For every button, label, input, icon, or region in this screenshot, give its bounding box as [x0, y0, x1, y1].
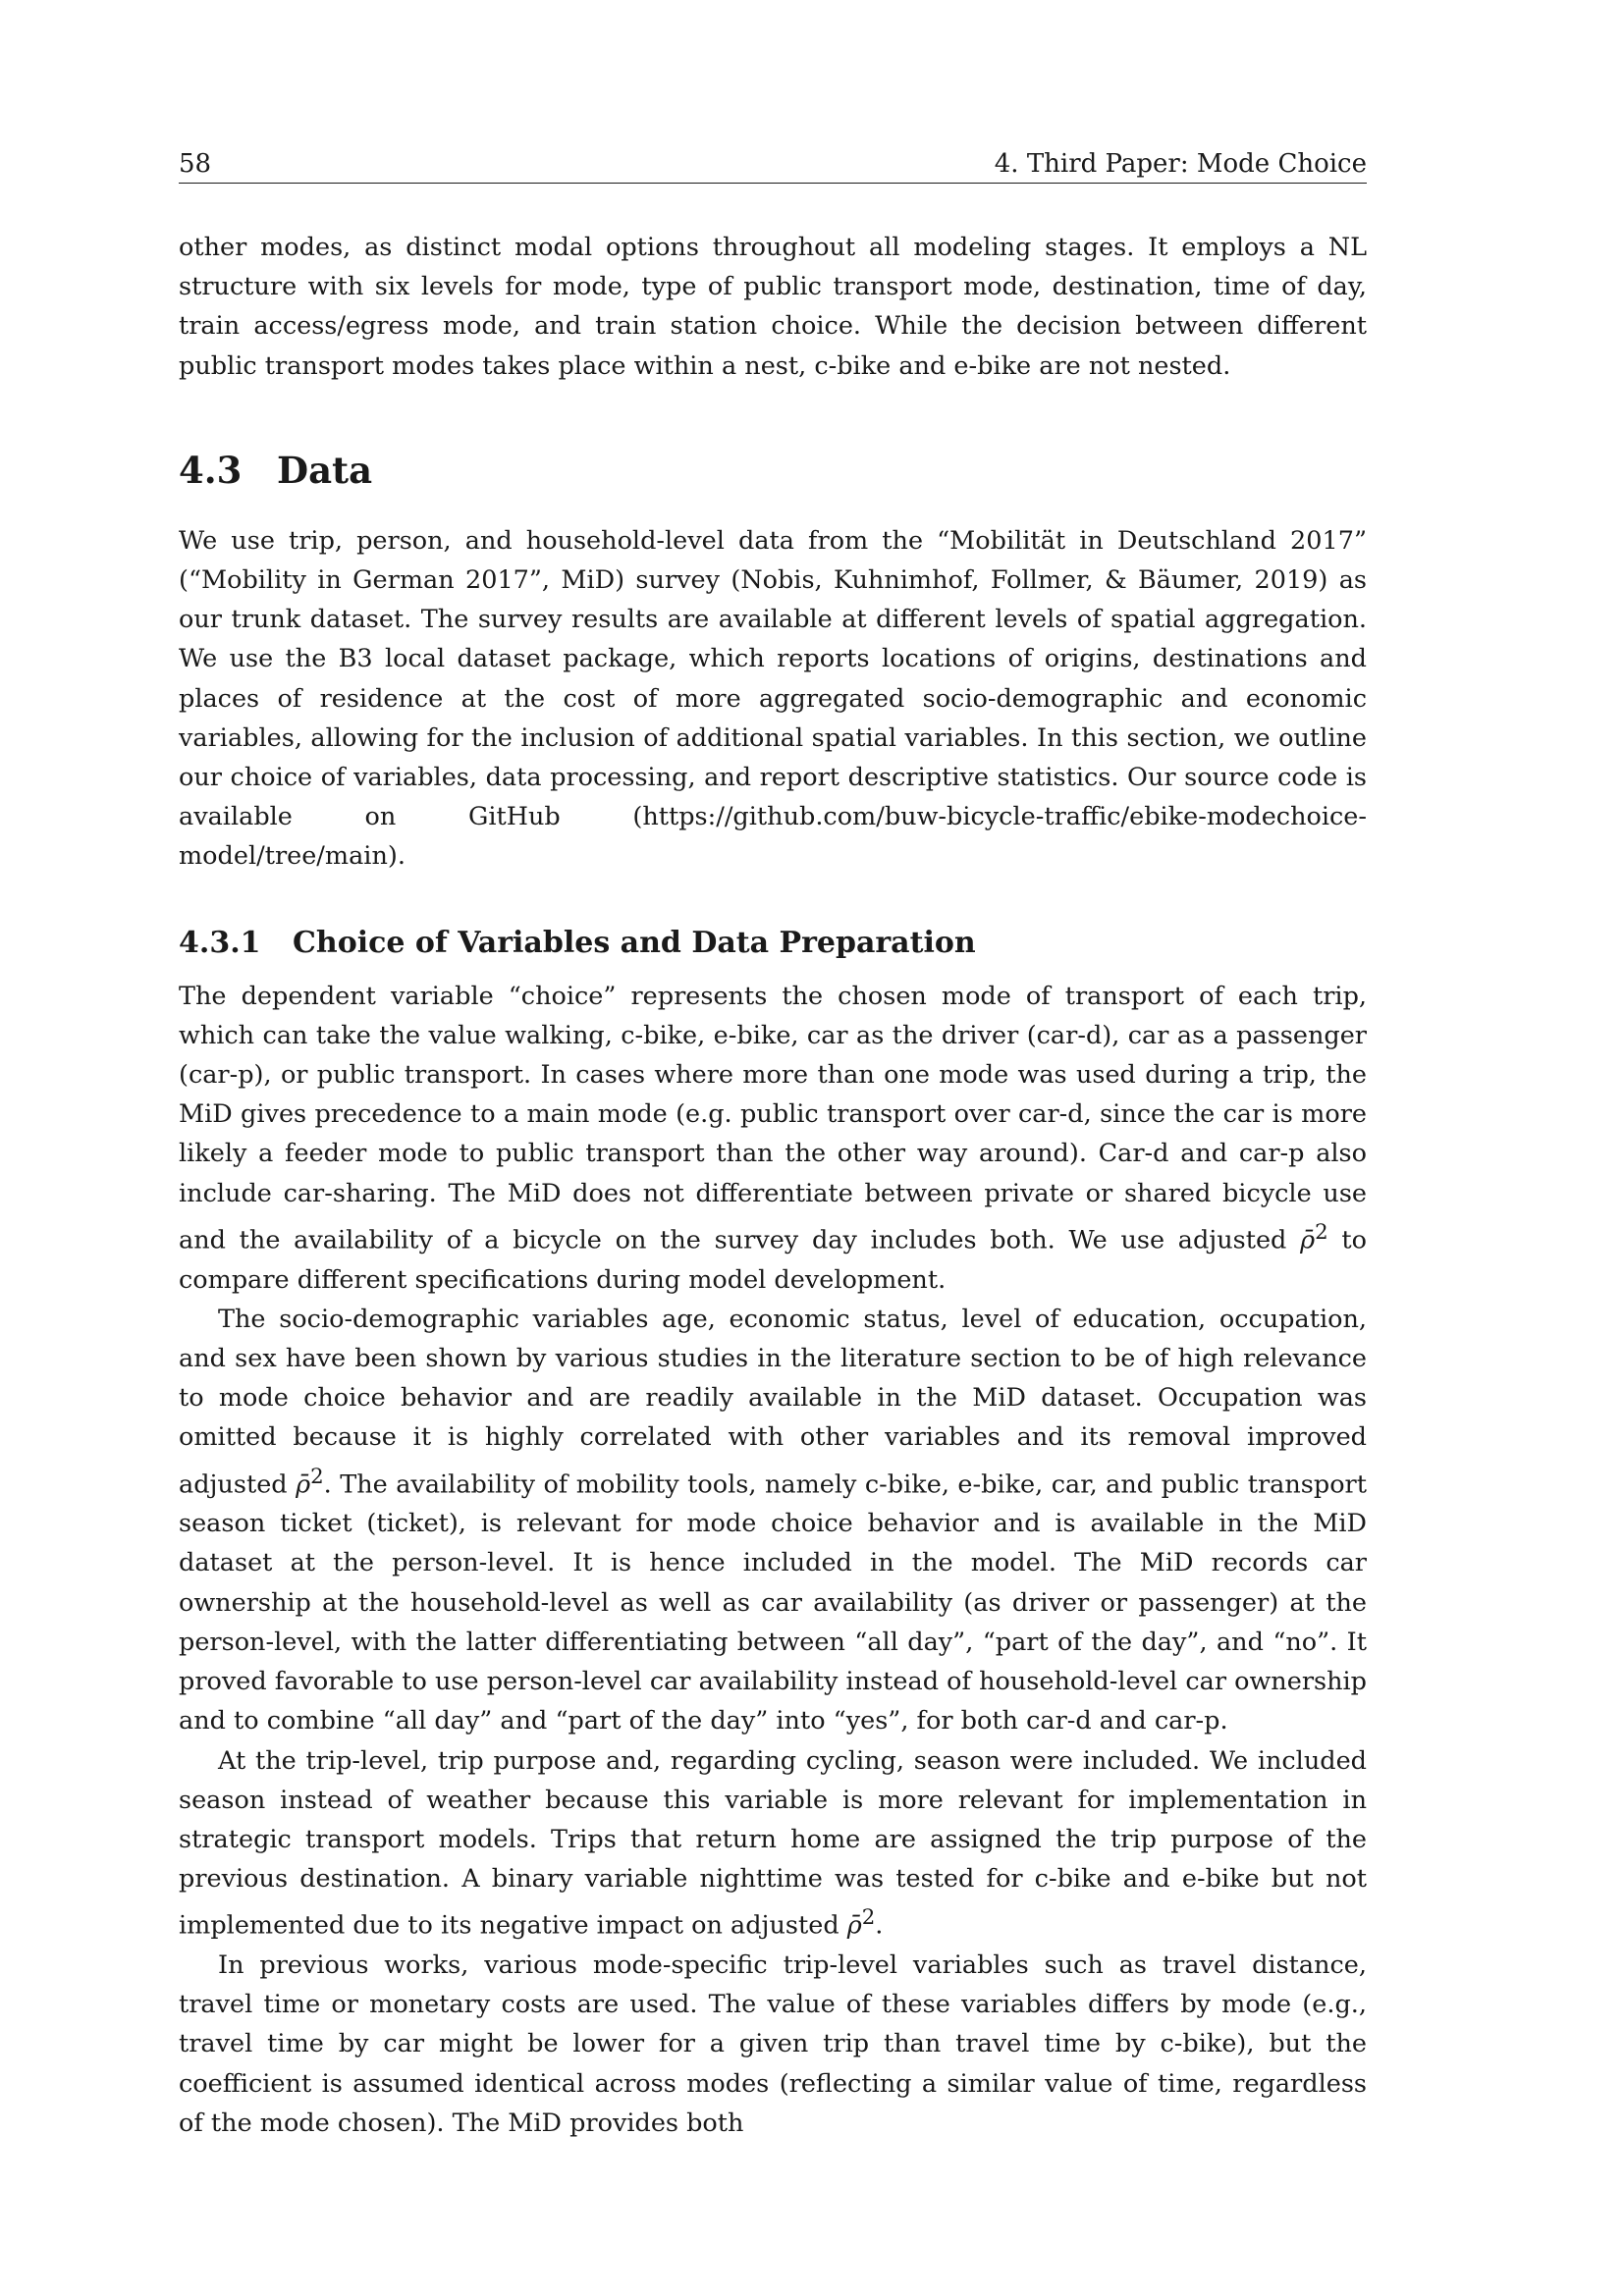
subsection-number: 4.3.1 [179, 925, 261, 960]
rho-exponent: 2 [861, 1905, 876, 1931]
section-number: 4.3 [179, 448, 243, 492]
paragraph-trip-level [179, 1741, 1367, 1947]
rho-bar-symbol: ρ̄ [1300, 1225, 1316, 1255]
section-paragraph: We use trip, person, and household-level data from the “Mobilität in Deutschland 2017” (“Mobility in German 2017”, MiD) survey (Nobis, Kuhnimhof, Follmer, & Bäumer, 2019) as our trunk dataset. The survey results are available at different levels of spatial aggregation. We use the B3 local dataset package, which reports locations of origins, destinations and places of residence at the cost of more aggregated socio-demographic and economic variables, allowing for the inclusion of additional spatial variables. In this section, we outline our choice of variables, data processing, and report descriptive statistics. Our source code is available on GitHub (https://github.com/buw-bicycle-traffic/ebike-modechoice-model/tree/main). [179, 525, 1367, 872]
rho-exponent: 2 [310, 1464, 324, 1489]
paragraph-text: The socio-demographic variables age, economic status, level of education, occupation, and sex have been shown by various studies in the literature section to be of high relevance to mode choice behavior and are readily available in the MiD dataset. Occupation was omitted because it is highly correlated with other variables and its removal improved adjusted [179, 1304, 1367, 1500]
page-header [179, 143, 1367, 184]
paragraph-socio-demographic [179, 1300, 1367, 1741]
intro-paragraph: other modes, as distinct modal options throughout all modeling stages. It employs a NL structure with six levels for mode, type of public transport mode, destination, time of day, train access/egress mode, and train station choice. While the decision between different public transport modes takes place within a nest, c-bike and e-bike are not nested. [179, 233, 1367, 381]
page-body [179, 228, 1367, 2143]
section-heading [179, 447, 1367, 494]
paragraph-text: . [875, 1910, 884, 1941]
rho-bar-symbol: ρ̄ [846, 1910, 862, 1941]
paragraph-text: The dependent variable “choice” represents the chosen mode of transport of each trip, which can take the value walking, c-bike, e-bike, car as the driver (car-d), car as a passenger (car-p), or public transport. In cases where more than one mode was used during a trip, the MiD gives precedence to a main mode (e.g. public transport over car-d, since the car is more likely a feeder mode to public transport than the other way around). Car-d and car-p also include car-sharing. The MiD does not differentiate between private or shared bicycle use and the availability of a bicycle on the survey day includes both. We use adjusted [179, 981, 1367, 1255]
paragraph-text: to compare different specifications during model development. [179, 1225, 1367, 1295]
running-title: 4. Third Paper: Mode Choice [994, 149, 1367, 179]
paragraph-text: . The availability of mobility tools, namely c-bike, e-bike, car, and public transport season ticket (ticket), is relevant for mode choice behavior and is available in the MiD dataset at the person-level. It is hence included in the model. The MiD records car ownership at the household-level as well as car availability (as driver or passenger) at the person-level, with the latter differentiating between “all day”, “part of the day”, and “no”. It proved favorable to use person-level car availability instead of household-level car ownership and to combine “all day” and “part of the day” into “yes”, for both car-d and car-p. [179, 1469, 1367, 1736]
subsection-title: Choice of Variables and Data Preparation [293, 925, 976, 960]
paragraph-text: At the trip-level, trip purpose and, regarding cycling, season were included. We included season instead of weather because this variable is more relevant for implementation in strategic transport models. Trips that return home are assigned the trip purpose of the previous destination. A binary variable nighttime was tested for c-bike and e-bike but not implemented due to its negative impact on adjusted [179, 1745, 1367, 1941]
paragraph-previous-works: In previous works, various mode-specific trip-level variables such as travel distance, travel time or monetary costs are used. The value of these variables differs by mode (e.g., travel time by car might be lower for a given trip than travel time by c-bike), but the coefficient is assumed identical across modes (reflecting a similar value of time, regardless of the mode chosen). The MiD provides both [179, 1950, 1367, 2138]
rho-bar-symbol: ρ̄ [296, 1469, 311, 1500]
rho-exponent: 2 [1315, 1219, 1328, 1245]
section-title: Data [277, 448, 373, 492]
page-number: 58 [179, 149, 212, 179]
subsection-heading [179, 924, 1367, 963]
paragraph-dependent-variable [179, 977, 1367, 1300]
